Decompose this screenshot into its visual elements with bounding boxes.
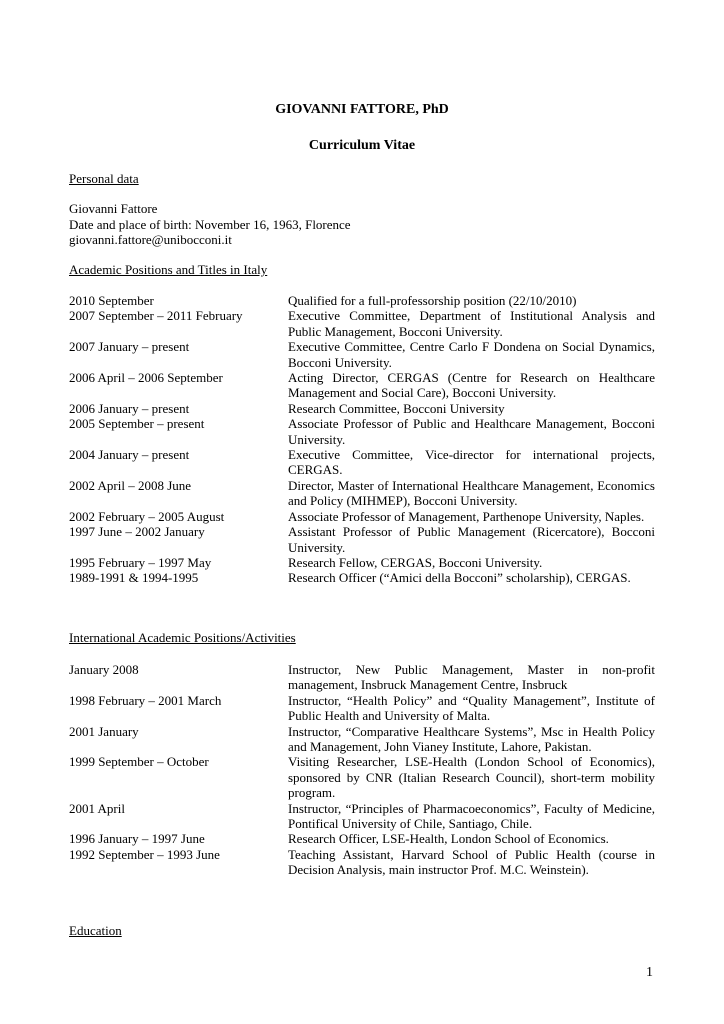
entry-description: Instructor, New Public Management, Master in non-profit management, Insbruck Management Centre, Insbruck xyxy=(288,662,655,693)
entry-description: Director, Master of International Healthcare Management, Economics and Policy (MIHMEP), Bocconi University. xyxy=(288,477,655,509)
entry-description: Associate Professor of Public and Healthcare Management, Bocconi University. xyxy=(288,416,655,447)
list-item xyxy=(69,370,655,401)
list-item xyxy=(69,847,655,878)
entry-date: 2004 January – present xyxy=(69,447,190,463)
entry-date: 1989-1991 & 1994-1995 xyxy=(69,570,199,586)
list-item xyxy=(69,478,655,509)
list-item xyxy=(69,509,655,524)
entry-date: 1992 September – 1993 June xyxy=(69,846,220,862)
entry-date: 1995 February – 1997 May xyxy=(69,554,212,570)
entry-description: Teaching Assistant, Harvard School of Public Health (course in Decision Analysis, main instructor Prof. M.C. Weinstein). xyxy=(288,846,655,878)
cv-name-title: GIOVANNI FATTORE, PhD xyxy=(275,102,449,117)
entry-date: 2007 January – present xyxy=(69,339,190,355)
personal-data-block xyxy=(69,201,351,248)
entry-date: 1998 February – 2001 March xyxy=(69,692,222,708)
list-item xyxy=(69,524,655,555)
entry-description: Assistant Professor of Public Management (Ricercatore), Bocconi University. xyxy=(288,524,655,555)
entry-description: Instructor, “Principles of Pharmacoeconomics”, Faculty of Medicine, Pontifical University of Chile, Santiago, Chile. xyxy=(288,800,655,832)
entry-date: 2005 September – present xyxy=(69,416,205,432)
entry-description: Instructor, “Health Policy” and “Quality Management”, Institute of Public Health and University of Malta. xyxy=(288,692,655,724)
list-item xyxy=(69,339,655,370)
list-item xyxy=(69,693,655,724)
entry-description: Acting Director, CERGAS (Centre for Research on Healthcare Management and Social Care), Bocconi University. xyxy=(288,370,655,401)
entry-date: 2010 September xyxy=(69,293,154,308)
entry-date: 2006 April – 2006 September xyxy=(69,370,223,386)
academic-italy-heading: Academic Positions and Titles in Italy xyxy=(69,262,268,277)
entry-date: 2006 January – present xyxy=(69,400,190,416)
entry-description: Qualified for a full-professorship position (22/10/2010) xyxy=(288,293,577,308)
entry-description: Executive Committee, Vice-director for international projects, CERGAS. xyxy=(288,447,655,478)
list-item xyxy=(69,724,655,755)
international-list xyxy=(69,662,655,878)
entry-date: 2001 January xyxy=(69,723,139,739)
list-item xyxy=(69,662,655,693)
international-heading: International Academic Positions/Activities xyxy=(69,630,296,645)
list-item xyxy=(69,401,655,416)
education-heading: Education xyxy=(69,923,122,938)
entry-date: 2002 February – 2005 August xyxy=(69,508,225,524)
list-item xyxy=(69,570,655,585)
list-item xyxy=(69,555,655,570)
entry-date: 1997 June – 2002 January xyxy=(69,524,205,540)
page-number: 1 xyxy=(646,965,653,980)
entry-description: Research Officer (“Amici della Bocconi” scholarship), CERGAS. xyxy=(288,570,631,586)
entry-description: Research Fellow, CERGAS, Bocconi University. xyxy=(288,554,543,570)
entry-description: Research Committee, Bocconi University xyxy=(288,400,505,416)
entry-date: 1999 September – October xyxy=(69,754,209,770)
list-item xyxy=(69,801,655,832)
entry-description: Visiting Researcher, LSE-Health (London School of Economics), sponsored by CNR (Italian Research Council), short-term mobility program. xyxy=(288,754,655,801)
academic-italy-list xyxy=(69,293,655,586)
entry-description: Research Officer, LSE-Health, London School of Economics. xyxy=(288,831,609,847)
entry-description: Associate Professor of Management, Parthenope University, Naples. xyxy=(288,508,645,524)
list-item xyxy=(69,447,655,478)
entry-description: Executive Committee, Department of Institutional Analysis and Public Management, Bocconi University. xyxy=(288,308,655,339)
list-item xyxy=(69,831,655,846)
personal-name: Giovanni Fattore xyxy=(69,201,158,216)
entry-date: 1996 January – 1997 June xyxy=(69,831,205,847)
personal-email: giovanni.fattore@unibocconi.it xyxy=(69,232,232,247)
entry-date: January 2008 xyxy=(69,662,139,677)
entry-description: Instructor, “Comparative Healthcare Systems”, Msc in Health Policy and Management, John Vianey Institute, Lahore, Pakistan. xyxy=(288,723,655,755)
entry-date: 2001 April xyxy=(69,800,125,816)
list-item xyxy=(69,754,655,800)
entry-date: 2002 April – 2008 June xyxy=(69,477,192,493)
list-item xyxy=(69,308,655,339)
personal-data-heading: Personal data xyxy=(69,171,139,186)
entry-date: 2007 September – 2011 February xyxy=(69,308,243,324)
list-item xyxy=(69,416,655,447)
cv-subtitle: Curriculum Vitae xyxy=(308,138,416,153)
personal-birth: Date and place of birth: November 16, 1963, Florence xyxy=(69,216,351,232)
list-item xyxy=(69,293,655,308)
entry-description: Executive Committee, Centre Carlo F Dondena on Social Dynamics, Bocconi University. xyxy=(288,339,655,370)
